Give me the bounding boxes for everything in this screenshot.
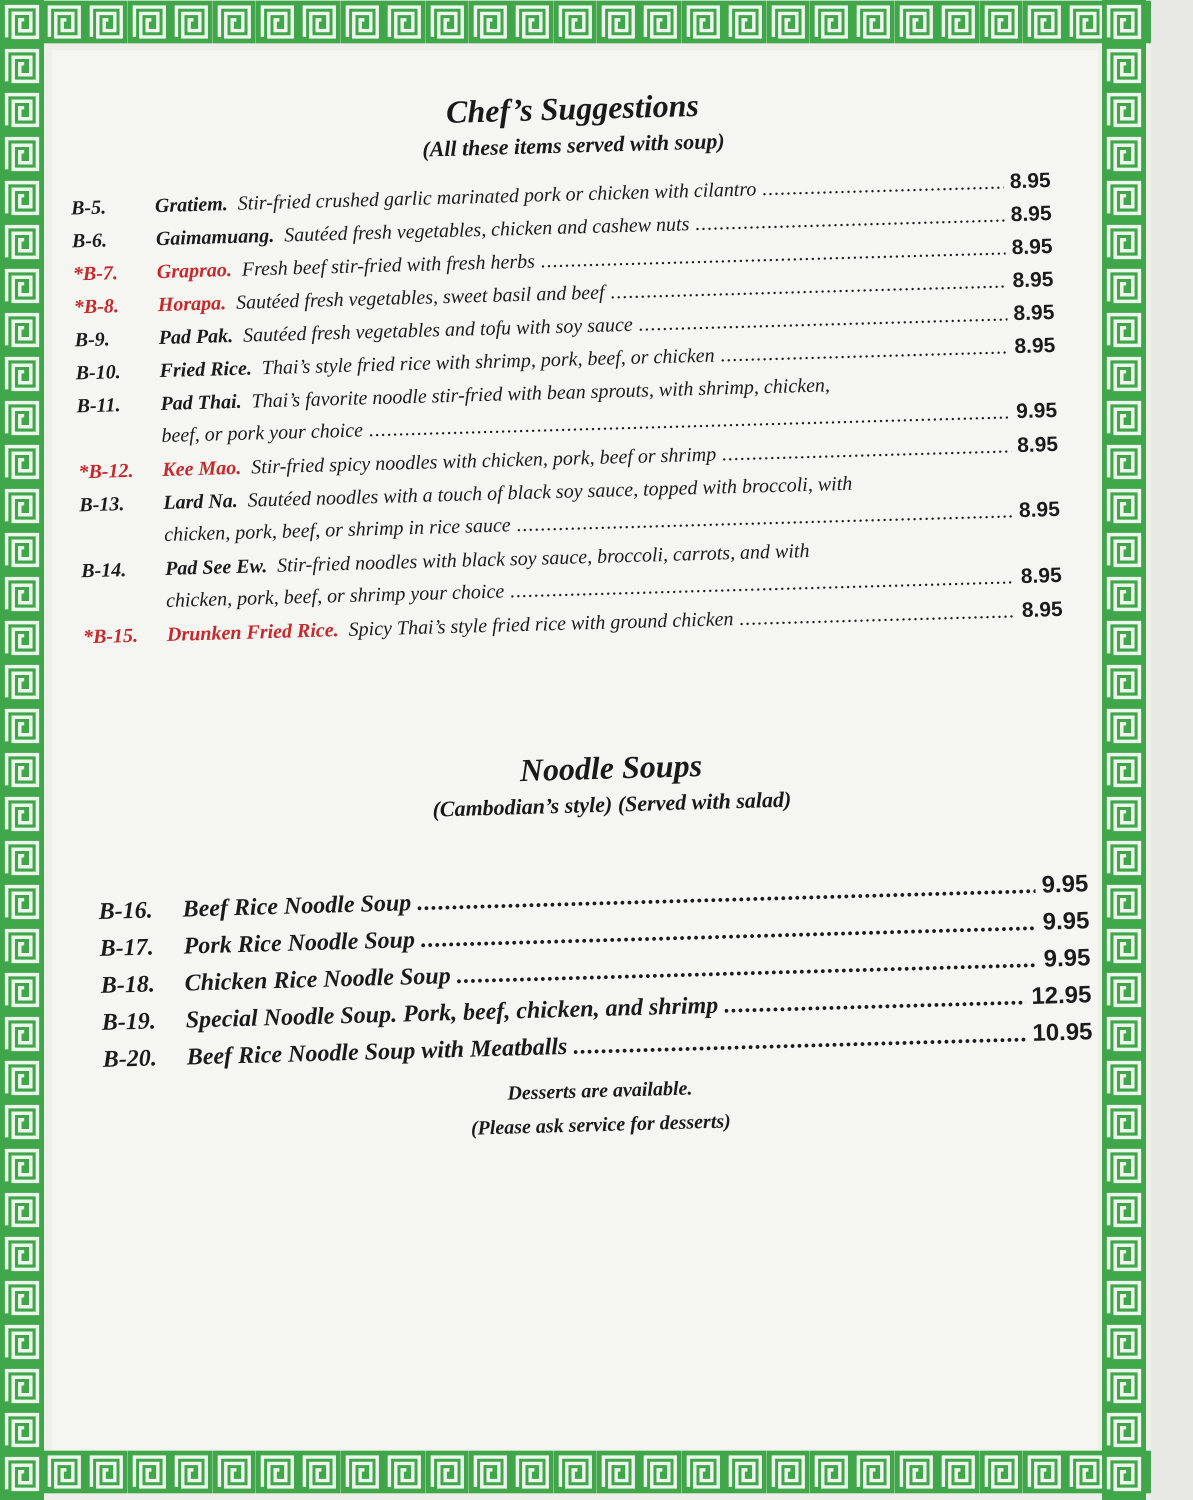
item-code: B-13. (79, 493, 125, 517)
item-name: Chicken Rice Noodle Soup (184, 963, 452, 997)
item-name: Pad See Ew. (164, 555, 268, 580)
item-description: Thai’s favorite noodle stir-fried with bean sprouts, with shrimp, chicken, (251, 374, 831, 413)
item-name: Special Noodle Soup. Pork, beef, chicken, and shrimp (185, 992, 719, 1034)
item-code: *B-8. (73, 295, 120, 319)
item-name: Pork Rice Noodle Soup (183, 927, 416, 960)
item-price: 8.95 (1016, 432, 1059, 458)
item-code: B-18. (100, 971, 156, 999)
item-price: 9.95 (1041, 870, 1089, 899)
item-description: Sautéed fresh vegetables and tofu with soy sauce (242, 313, 634, 347)
item-description: Sautéed noodles with a touch of black soy sauce, topped with broccoli, with (247, 472, 853, 512)
item-price: 9.95 (1015, 399, 1058, 424)
item-price: 9.95 (1042, 907, 1090, 936)
desserts-note-detail: (Please ask service for desserts) (470, 1110, 732, 1140)
item-name: Pad Pak. (158, 324, 234, 350)
menu-content (52, 50, 1098, 1450)
item-description: Stir-fried crushed garlic marinated pork or chicken with cilantro (237, 178, 757, 215)
leader-dots (762, 166, 1004, 205)
greek-key-border-left (0, 0, 52, 1500)
item-code: B-17. (99, 934, 155, 962)
item-price: 8.95 (1020, 563, 1063, 589)
item-name: Gaimamuang. (155, 224, 275, 251)
item-description: Thai’s style fried rice with shrimp, pork, beef, or chicken (261, 344, 715, 380)
item-name: Fried Rice. (159, 357, 253, 383)
item-code: B-10. (75, 361, 121, 385)
item-code: B-11. (76, 394, 121, 418)
item-description: Fresh beef stir-fried with fresh herbs (241, 250, 536, 281)
leader-dots (724, 984, 1026, 1019)
item-code: B-20. (102, 1045, 158, 1073)
item-name: Gratiem. (154, 193, 229, 218)
leader-dots (739, 595, 1016, 635)
item-description: Sautéed fresh vegetables, sweet basil and beef (235, 281, 605, 314)
item-name: Kee Mao. (162, 456, 242, 481)
item-price: 8.95 (1012, 268, 1054, 293)
item-name: Pad Thai. (160, 390, 242, 416)
item-name: Drunken Fried Rice. (166, 619, 339, 646)
item-code: B-6. (71, 229, 108, 253)
noodle-soups-subtitle: (Cambodian’s style) (Served with salad) (432, 786, 792, 822)
item-name: Beef Rice Noodle Soup with Meatballs (186, 1033, 568, 1071)
item-code: *B-15. (82, 624, 139, 649)
item-description-cont: beef, or pork your choice (161, 419, 364, 448)
item-price: 10.95 (1032, 1018, 1093, 1047)
item-price: 8.95 (1013, 301, 1055, 326)
item-name: Beef Rice Noodle Soup (182, 890, 412, 923)
item-price: 8.95 (1011, 235, 1053, 260)
item-name: Graprao. (156, 258, 233, 284)
item-price: 8.95 (1009, 169, 1051, 194)
item-code: B-9. (74, 328, 111, 352)
leader-dots (573, 1021, 1027, 1061)
leader-dots (456, 947, 1038, 990)
item-price: 9.95 (1043, 944, 1091, 973)
item-price: 8.95 (1021, 597, 1063, 623)
item-description: Stir-fried spicy noodles with chicken, pork, beef or shrimp (250, 443, 717, 479)
item-price: 8.95 (1010, 202, 1052, 227)
item-description-cont: chicken, pork, beef, or shrimp your choice (165, 580, 505, 612)
item-code: *B-12. (78, 459, 134, 484)
item-price: 8.95 (1014, 334, 1056, 359)
item-code: B-19. (101, 1008, 157, 1036)
item-description: Stir-fried noodles with black soy sauce, broccoli, carrots, and with (276, 539, 810, 577)
item-description-cont: chicken, pork, beef, or shrimp in rice sauce (163, 514, 511, 546)
item-code: B-5. (70, 196, 107, 220)
item-code: *B-7. (72, 262, 119, 286)
item-name: Lard Na. (163, 489, 239, 514)
item-code: B-14. (80, 559, 127, 583)
desserts-note: Desserts are available. (507, 1077, 693, 1105)
chefs-suggestions-subtitle: (All these items served with soup) (421, 128, 726, 162)
item-price: 12.95 (1030, 981, 1092, 1010)
noodle-soups-title: Noodle Soups (519, 747, 703, 789)
item-name: Horapa. (157, 292, 227, 317)
chefs-suggestions-title: Chef’s Suggestions (445, 86, 700, 130)
item-description: Sautéed fresh vegetables, chicken and cashew nuts (283, 213, 690, 247)
item-price: 8.95 (1018, 497, 1061, 523)
item-description: Spicy Thai’s style fried rice with ground chicken (348, 608, 734, 641)
item-code: B-16. (98, 897, 154, 925)
